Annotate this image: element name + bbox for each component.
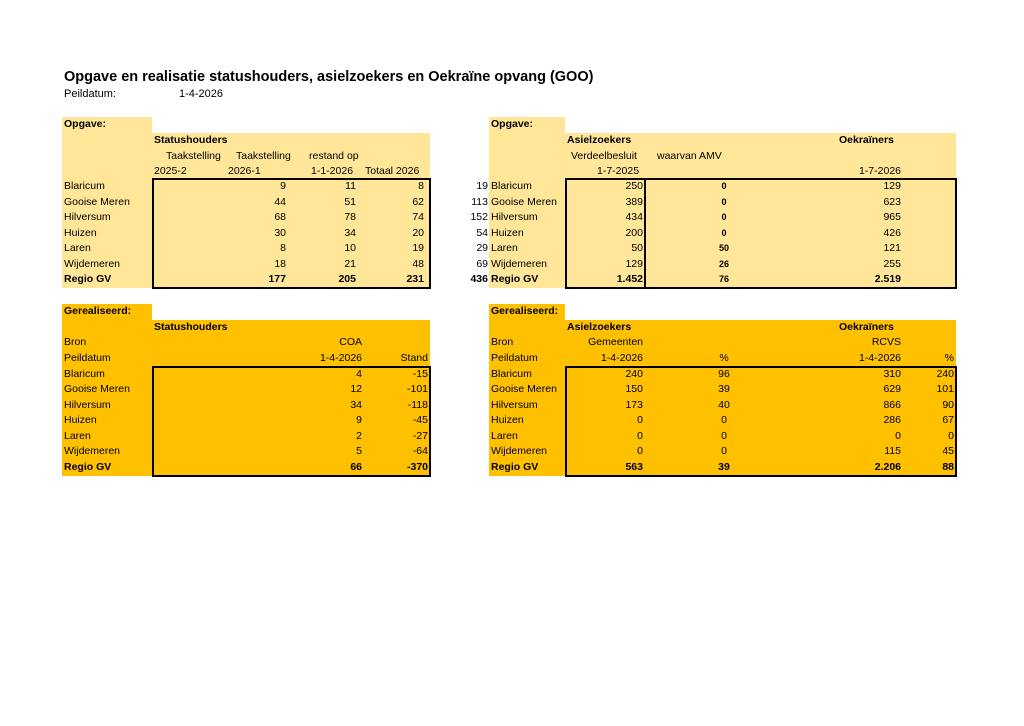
table-border: [152, 366, 431, 477]
value-cell: 965: [883, 211, 901, 223]
header-row: [152, 133, 430, 149]
value-cell: -370: [406, 461, 428, 473]
value-cell: 250: [625, 180, 643, 192]
header-row: [152, 149, 430, 165]
table-border: [152, 178, 431, 289]
value-cell: 2.519: [874, 273, 901, 285]
col-header: Verdeelbesluit: [571, 150, 637, 162]
row-name: Blaricum: [64, 368, 105, 380]
row-name: Gooise Meren: [64, 196, 130, 208]
peildatum-label: Peildatum: [64, 352, 111, 364]
header-row: [565, 133, 956, 149]
value-cell: 21: [344, 258, 356, 270]
col-header: 2025-2: [154, 165, 187, 177]
bron-label: Bron: [64, 336, 87, 348]
peildatum-value: 1-4-2026: [319, 352, 362, 364]
value-cell: 76: [718, 274, 729, 284]
value-cell: 51: [344, 196, 356, 208]
header-fill: [62, 133, 152, 180]
value-cell: 90: [942, 399, 954, 411]
value-cell: 39: [718, 383, 730, 395]
peildatum-value: 1-4-2026: [600, 352, 643, 364]
row-name: Wijdemeren: [491, 258, 548, 270]
value-cell: 4: [356, 368, 362, 380]
header-row: [62, 351, 430, 367]
row-name: Blaricum: [491, 180, 532, 192]
header-row: [489, 117, 565, 133]
value-cell: 20: [412, 227, 424, 239]
value-cell: 8: [280, 242, 286, 254]
value-cell: 78: [344, 211, 356, 223]
group-header: Oekraïners: [839, 134, 894, 146]
value-cell: 173: [625, 399, 643, 411]
value-cell: 101: [936, 383, 954, 395]
value-cell: 310: [883, 368, 901, 380]
row-name: Wijdemeren: [64, 445, 121, 457]
header-row: [62, 335, 430, 351]
header-row: [489, 335, 956, 351]
section-label: Gerealiseerd:: [491, 305, 559, 317]
value-cell: 39: [718, 461, 730, 473]
value-cell: 11: [345, 180, 356, 192]
col-header: 1-1-2026: [311, 165, 354, 177]
value-cell: 113: [471, 196, 488, 208]
row-name: Hilversum: [64, 399, 111, 411]
row-name: Laren: [491, 242, 518, 254]
value-cell: 629: [883, 383, 901, 395]
value-cell: 434: [625, 211, 643, 223]
group-header: Oekraïners: [839, 321, 894, 333]
value-cell: 436: [470, 273, 488, 285]
value-cell: 0: [637, 430, 643, 442]
value-cell: 26: [718, 259, 729, 269]
col-header: restand op: [309, 150, 359, 162]
stand-label: Stand: [400, 352, 428, 364]
value-cell: 255: [883, 258, 901, 270]
peildatum-value: 1-4-2026: [858, 352, 901, 364]
col-header: 1-7-2026: [858, 165, 901, 177]
value-cell: 2: [356, 430, 362, 442]
header-fill: [489, 133, 565, 180]
peildatum-label: Peildatum:: [64, 88, 116, 100]
value-cell: 0: [721, 414, 727, 426]
section-label: Gerealiseerd:: [64, 305, 132, 317]
value-cell: 426: [883, 227, 901, 239]
value-cell: 50: [718, 243, 729, 253]
value-cell: 286: [883, 414, 901, 426]
value-cell: 0: [721, 445, 727, 457]
value-cell: 9: [280, 180, 286, 192]
row-name: Huizen: [491, 414, 524, 426]
value-cell: 0: [721, 430, 727, 442]
value-cell: 0: [948, 430, 954, 442]
col-header: Taakstelling: [236, 150, 291, 162]
value-cell: 34: [344, 227, 356, 239]
value-cell: 0: [721, 212, 727, 222]
value-cell: 0: [721, 197, 727, 207]
row-name: Regio GV: [491, 273, 539, 285]
value-cell: 0: [637, 414, 643, 426]
value-cell: 563: [625, 461, 643, 473]
row-name: Hilversum: [64, 211, 111, 223]
value-cell: 40: [718, 399, 730, 411]
value-cell: 129: [883, 180, 901, 192]
group-header: Statushouders: [154, 321, 228, 333]
value-cell: 205: [338, 273, 356, 285]
value-cell: -15: [412, 368, 428, 380]
value-cell: 121: [883, 242, 901, 254]
value-cell: -101: [406, 383, 428, 395]
row-name: Blaricum: [64, 180, 105, 192]
value-cell: 74: [412, 211, 424, 223]
value-cell: 45: [942, 445, 954, 457]
bron-label: Bron: [491, 336, 514, 348]
row-name: Huizen: [64, 227, 97, 239]
header-row: [565, 149, 956, 165]
value-cell: 69: [476, 258, 488, 270]
col-header: waarvan AMV: [657, 150, 722, 162]
value-cell: 231: [406, 273, 424, 285]
value-cell: 12: [350, 383, 362, 395]
section-label: Opgave:: [491, 118, 534, 130]
value-cell: 19: [412, 242, 424, 254]
row-name: Laren: [64, 242, 91, 254]
value-cell: 2.206: [874, 461, 901, 473]
header-row: [489, 304, 565, 320]
value-cell: 19: [476, 180, 488, 192]
value-cell: 9: [356, 414, 362, 426]
value-cell: 240: [625, 368, 643, 380]
page-title: Opgave en realisatie statushouders, asielzoekers en Oekraïne opvang (GOO): [64, 69, 594, 85]
row-name: Regio GV: [64, 273, 112, 285]
value-cell: -118: [407, 399, 428, 411]
peildatum-label: Peildatum: [491, 352, 538, 364]
value-cell: 30: [274, 227, 286, 239]
value-cell: 34: [350, 399, 362, 411]
value-cell: 29: [476, 242, 488, 254]
table-border: [565, 366, 957, 477]
header-row: [62, 320, 430, 336]
value-cell: 66: [350, 461, 362, 473]
row-name: Laren: [64, 430, 91, 442]
row-name: Regio GV: [491, 461, 539, 473]
peildatum-value: 1-4-2026: [179, 88, 224, 100]
row-name: Gooise Meren: [64, 383, 130, 395]
bron-value: COA: [339, 336, 362, 348]
pct-label: %: [719, 352, 729, 364]
header-row: [62, 117, 152, 133]
row-name: Hilversum: [491, 211, 538, 223]
value-cell: 8: [418, 180, 424, 192]
value-cell: 0: [637, 445, 643, 457]
row-name: Blaricum: [491, 368, 532, 380]
group-header: Asielzoekers: [567, 321, 632, 333]
col-header: 1-7-2025: [597, 165, 640, 177]
value-cell: -64: [412, 445, 428, 457]
value-cell: 48: [412, 258, 424, 270]
col-header: Taakstelling: [166, 150, 221, 162]
row-name: Laren: [491, 430, 518, 442]
value-cell: 10: [344, 242, 356, 254]
value-cell: 18: [274, 258, 286, 270]
header-row: [489, 351, 956, 367]
value-cell: 1.452: [616, 273, 643, 285]
row-name: Gooise Meren: [491, 196, 557, 208]
group-header: Asielzoekers: [567, 134, 632, 146]
value-cell: -27: [412, 430, 428, 442]
bron-value: Gemeenten: [588, 336, 643, 348]
group-header: Statushouders: [154, 134, 228, 146]
value-cell: 67: [942, 414, 954, 426]
row-name: Wijdemeren: [64, 258, 121, 270]
value-cell: 5: [356, 445, 362, 457]
bron-value: RCVS: [871, 336, 901, 348]
value-cell: -45: [412, 414, 428, 426]
value-cell: 389: [625, 196, 643, 208]
value-cell: 0: [721, 181, 727, 191]
value-cell: 200: [625, 227, 643, 239]
header-row: [489, 320, 956, 336]
value-cell: 62: [412, 196, 424, 208]
table-border: [565, 178, 957, 289]
header-row: [62, 304, 152, 320]
value-cell: 68: [274, 211, 286, 223]
pct-label: %: [944, 352, 954, 364]
row-name: Huizen: [64, 414, 97, 426]
value-cell: 177: [268, 273, 286, 285]
section-label: Opgave:: [64, 118, 107, 130]
value-cell: 54: [476, 227, 488, 239]
value-cell: 0: [721, 228, 727, 238]
row-name: Hilversum: [491, 399, 538, 411]
value-cell: 150: [625, 383, 643, 395]
value-cell: 240: [936, 368, 954, 380]
value-cell: 115: [884, 445, 901, 457]
value-cell: 866: [883, 399, 901, 411]
col-header: 2026-1: [228, 165, 261, 177]
value-cell: 152: [470, 211, 488, 223]
value-cell: 129: [625, 258, 643, 270]
row-name: Gooise Meren: [491, 383, 557, 395]
value-cell: 623: [883, 196, 901, 208]
value-cell: 96: [718, 368, 730, 380]
row-name: Wijdemeren: [491, 445, 548, 457]
value-cell: 88: [942, 461, 954, 473]
col-header: Totaal 2026: [365, 165, 420, 177]
value-cell: 50: [631, 242, 643, 254]
value-cell: 0: [895, 430, 901, 442]
value-cell: 44: [274, 196, 286, 208]
row-name: Regio GV: [64, 461, 112, 473]
row-name: Huizen: [491, 227, 524, 239]
